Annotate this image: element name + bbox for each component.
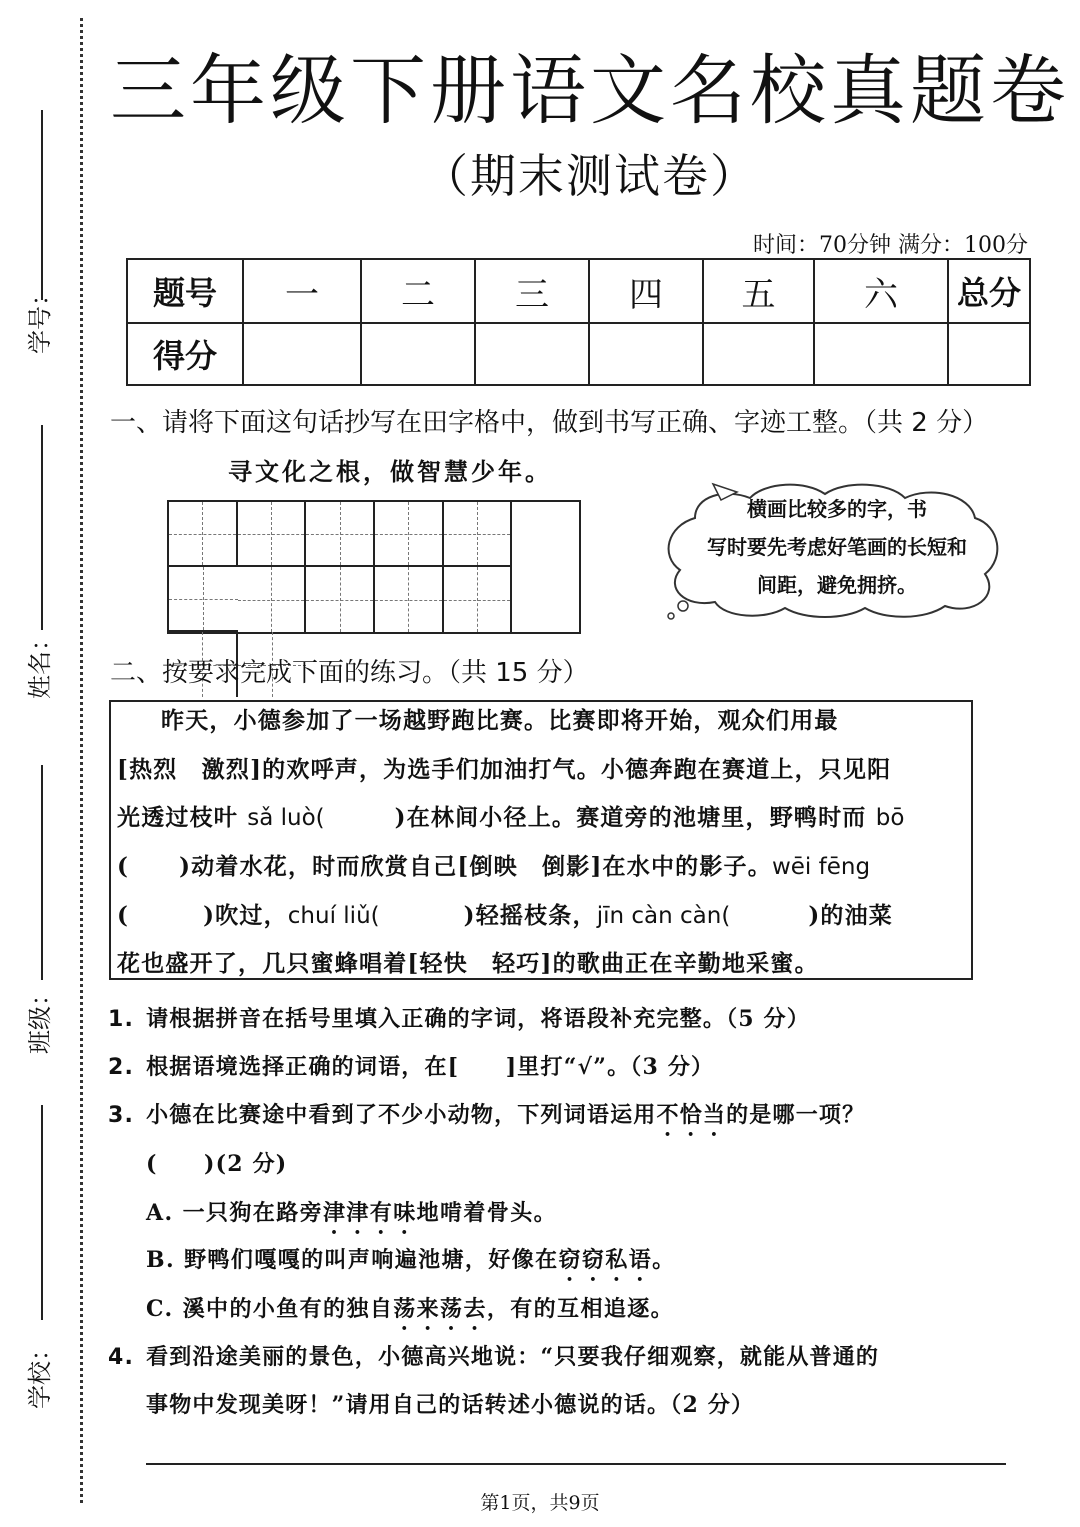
question-text: 根据语境选择正确的词语，在[ ]里打“√”。（3 分） — [146, 1054, 715, 1080]
passage-text: ( — [117, 902, 130, 929]
passage-text: )的油菜 — [808, 902, 893, 929]
passage-text: )动着水花，时而欣赏自己[倒映 倒影]在水中的影子。 — [179, 853, 772, 880]
tianzige-cell[interactable] — [375, 502, 444, 567]
pinyin-bo: bō — [875, 805, 905, 831]
question-3 — [108, 1098, 865, 1141]
name-field — [20, 425, 64, 715]
tianzige-cell[interactable] — [169, 502, 238, 567]
tip-text — [672, 490, 1002, 604]
score-cell[interactable] — [589, 323, 703, 385]
question-4-continued: 事物中发现美呀！”请用自己的话转述小德说的话。（2 分） — [146, 1392, 755, 1418]
student-no-field — [20, 110, 64, 410]
page-subtitle: （期末测试卷） — [422, 149, 758, 203]
question-text: 小德在比赛途中看到了不少小动物，下列词语运用 — [146, 1102, 657, 1128]
passage-line — [117, 901, 965, 931]
passage-line — [117, 803, 965, 833]
question-text: 的是哪一项？ — [726, 1102, 866, 1128]
option-text: ，有的互相追逐。 — [486, 1296, 675, 1322]
question-3-answer-blank[interactable]: ( )(2 分) — [146, 1151, 288, 1177]
pinyin-wei-feng: wēi fēng — [771, 854, 871, 880]
pinyin-chui-liu: chuí liǔ( — [287, 903, 380, 929]
copy-sentence: 寻文化之根，做智慧少年。 — [228, 457, 552, 486]
emphasized-text: 津津有味 — [323, 1200, 417, 1226]
tip-line: 间距，避免拥挤。 — [757, 573, 917, 597]
student-no-label: 学号： — [26, 282, 54, 354]
passage-line — [117, 852, 965, 882]
score-cell[interactable] — [243, 323, 361, 385]
score-header-cell: 一 — [243, 259, 361, 323]
time-score-info: 时间：70分钟 满分：100分 — [753, 233, 1028, 258]
question-number: 3. — [108, 1103, 135, 1128]
class-label: 班级： — [26, 982, 54, 1054]
section-1-heading: 一、请将下面这句话抄写在田字格中，做到书写正确、字迹工整。（共 2 分） — [110, 408, 989, 438]
question-number: 2. — [108, 1055, 135, 1080]
passage-line: 昨天，小德参加了一场越野跑比赛。比赛即将开始，观众们用最 — [161, 707, 839, 734]
option-a[interactable] — [146, 1196, 557, 1239]
score-cell[interactable] — [703, 323, 814, 385]
school-line — [41, 1105, 43, 1320]
score-header-total: 总分 — [948, 259, 1030, 323]
score-header-cell: 四 — [589, 259, 703, 323]
emphasized-text: 窃窃私语 — [558, 1247, 653, 1273]
tianzige-grid[interactable] — [167, 500, 581, 634]
score-cell[interactable] — [475, 323, 589, 385]
score-header-cell: 二 — [361, 259, 475, 323]
tianzige-cell[interactable] — [169, 567, 238, 632]
emphasized-text: 不恰当 — [656, 1102, 727, 1128]
score-table — [126, 258, 1031, 386]
score-row-label: 得分 — [127, 323, 243, 385]
class-field — [20, 765, 64, 1065]
answer-writing-line[interactable] — [146, 1463, 1006, 1465]
school-label: 学校： — [26, 1337, 54, 1409]
tianzige-cell[interactable] — [306, 502, 375, 567]
option-text: C. 溪中的小鱼有的独自 — [146, 1296, 394, 1322]
score-table-score-row — [127, 323, 1030, 385]
option-text: 地啃着骨头。 — [416, 1200, 558, 1226]
school-field — [20, 1105, 64, 1415]
score-header-label: 题号 — [127, 259, 243, 323]
binding-cut-line — [80, 18, 83, 1503]
option-text: B. 野鸭们嘎嘎的叫声响遍池塘，好像在 — [146, 1247, 559, 1273]
reading-passage — [109, 700, 973, 980]
question-text: 请根据拼音在括号里填入正确的字词，将语段补充完整。（5 分） — [146, 1006, 811, 1032]
name-line — [41, 425, 43, 630]
score-cell[interactable] — [361, 323, 475, 385]
score-header-cell: 五 — [703, 259, 814, 323]
option-text: A. 一只狗在路旁 — [146, 1200, 323, 1226]
question-1 — [108, 1002, 810, 1033]
passage-text: )轻摇枝条， — [463, 902, 597, 929]
pinyin-sa-luo: sǎ luò( — [247, 805, 325, 831]
question-number: 4. — [108, 1345, 135, 1370]
page-footer: 第1页，共9页 — [480, 1492, 600, 1514]
option-c[interactable] — [146, 1292, 674, 1335]
tip-line: 写时要先考虑好笔画的长短和 — [707, 535, 967, 559]
question-number: 1. — [108, 1007, 135, 1032]
question-2 — [108, 1050, 714, 1081]
tianzige-cell[interactable] — [375, 567, 444, 632]
passage-text: 光透过枝叶 — [117, 804, 248, 831]
page-title: 三年级下册语文名校真题卷 — [110, 46, 1070, 135]
class-line — [41, 765, 43, 980]
score-table-header-row — [127, 259, 1030, 323]
tianzige-cell[interactable] — [444, 567, 513, 632]
score-header-cell: 六 — [814, 259, 948, 323]
score-cell[interactable] — [814, 323, 948, 385]
option-text: 。 — [652, 1247, 676, 1273]
tip-line: 横画比较多的字，书 — [747, 497, 927, 521]
pinyin-jin-can-can: jīn càn càn( — [596, 903, 731, 929]
tianzige-cell[interactable] — [444, 502, 513, 567]
question-text: 看到沿途美丽的景色，小德高兴地说：“只要我仔细观察，就能从普通的 — [146, 1344, 880, 1370]
section-2-heading: 二、按要求完成下面的练习。（共 15 分） — [110, 658, 589, 688]
passage-text: )吹过， — [203, 902, 288, 929]
name-label: 姓名： — [26, 627, 54, 699]
passage-text: )在林间小径上。赛道旁的池塘里，野鸭时而 — [394, 804, 876, 831]
option-b[interactable] — [146, 1243, 676, 1286]
passage-line: [热烈 激烈]的欢呼声，为选手们加油打气。小德奔跑在赛道上，只见阳 — [117, 756, 892, 783]
tianzige-cell[interactable] — [306, 567, 375, 632]
score-cell-total[interactable] — [948, 323, 1030, 385]
tianzige-cell[interactable] — [238, 502, 307, 567]
tianzige-cell[interactable] — [238, 567, 307, 632]
student-no-line — [41, 110, 43, 300]
emphasized-text: 荡来荡去 — [393, 1296, 487, 1322]
score-header-cell: 三 — [475, 259, 589, 323]
question-4 — [108, 1340, 879, 1371]
passage-text: ( — [117, 853, 130, 880]
passage-line: 花也盛开了，几只蜜蜂唱着[轻快 轻巧]的歌曲正在辛勤地采蜜。 — [117, 950, 819, 977]
